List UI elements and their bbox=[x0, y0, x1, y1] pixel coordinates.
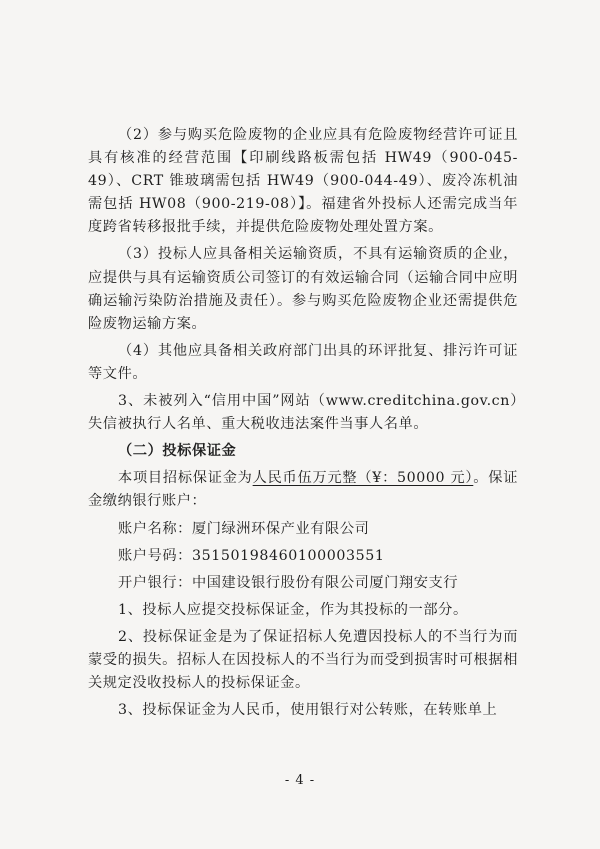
account-bank: 开户银行：中国建设银行股份有限公司厦门翔安支行 bbox=[118, 574, 459, 591]
deposit-suffix: 。保证金缴纳银行账户： bbox=[88, 470, 518, 510]
rule-2: 2、投标保证金是为了保证招标人免遭因投标人的不当行为而蒙受的损失。招标人在因投标人的不当行为而受到损害时可根据相关规定没收投标人的投标保证金。 bbox=[88, 628, 518, 692]
rule-1: 1、投标人应提交投标保证金，作为其投标的一部分。 bbox=[118, 601, 468, 618]
rule-3: 3、投标保证金为人民币，使用银行对公转账，在转账单上 bbox=[118, 702, 498, 719]
paragraph-other-documents: （4）其他应具备相关政府部门出具的环评批复、排污许可证等文件。 bbox=[88, 342, 518, 382]
paragraph-deposit-amount bbox=[88, 467, 518, 513]
paragraph-hazardous-license: （2）参与购买危险废物的企业应具有危险废物经营许可证且具有核准的经营范围【印刷线路板需包括 HW49（900-045-49）、CRT 锥玻璃需包括 HW49（900-044-49）、废冷冻机油需包括 HW08（900-219-08）】。福建省外投标人还需完成当年度跨省转移报批手续，并提供危险废物处理处置方案。 bbox=[88, 127, 518, 236]
deposit-prefix: 本项目招标保证金为 bbox=[118, 470, 253, 487]
document-body bbox=[88, 124, 518, 722]
section-heading-deposit: （二）投标保证金 bbox=[118, 443, 237, 460]
paragraph-transport-qualification: （3）投标人应具备相关运输资质，不具有运输资质的企业，应提供与具有运输资质公司签订的有效运输合同（运输合同中应明确运输污染防治措施及责任）。参与购买危险废物企业还需提供危险废物运输方案。 bbox=[88, 246, 518, 332]
page-number: - 4 - bbox=[284, 773, 316, 788]
account-name: 账户名称：厦门绿洲环保产业有限公司 bbox=[118, 520, 370, 537]
paragraph-credit-china: 3、未被列入“信用中国”网站（www.creditchina.gov.cn）失信被执行人名单、重大税收违法案件当事人名单。 bbox=[88, 393, 518, 433]
account-number: 账户号码：35150198460100003551 bbox=[118, 547, 385, 564]
deposit-amount: 人民币伍万元整（¥：50000 元） bbox=[252, 470, 474, 487]
